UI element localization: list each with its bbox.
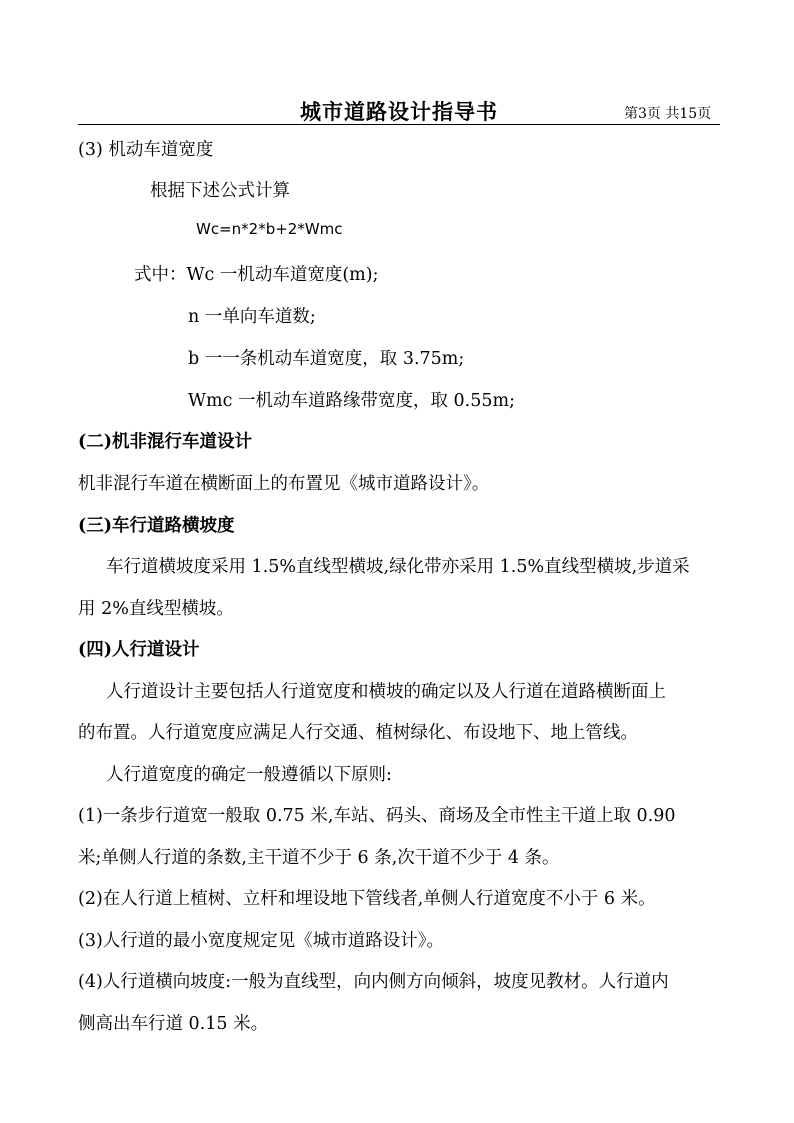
page-number: 第3页 共15页 xyxy=(624,106,712,122)
formula: Wc=n*2*b+2*Wmc xyxy=(196,220,343,238)
calc-intro: 根据下述公式计算 xyxy=(150,181,290,201)
section3-text-2: 用 2%直线型横坡。 xyxy=(78,599,234,619)
page-header-title: 城市道路设计指导书 xyxy=(300,99,498,124)
principle-item-3: (3)人行道的最小宽度规定见《城市道路设计》。 xyxy=(78,931,445,951)
def-wmc: Wmc 一机动车道路缘带宽度，取 0.55m; xyxy=(188,391,515,411)
section3-heading: (三)车行道路横坡度 xyxy=(78,516,235,536)
section4-heading: (四)人行道设计 xyxy=(78,640,200,660)
principle-item-4-line2: 侧高出车行道 0.15 米。 xyxy=(78,1014,269,1034)
header-rule xyxy=(78,124,720,125)
principle-item-1-line2: 米;单侧人行道的条数,主干道不少于 6 条,次干道不少于 4 条。 xyxy=(78,848,560,868)
principle-item-4-line1: (4)人行道横向坡度:一般为直线型，向内侧方向倾斜，坡度见教材。人行道内 xyxy=(78,972,669,992)
sub3-heading: (3) 机动车道宽度 xyxy=(78,140,214,160)
section4-text-2: 的布置。人行道宽度应满足人行交通、植树绿化、布设地下、地上管线。 xyxy=(78,723,638,743)
section2-heading: (二)机非混行车道设计 xyxy=(78,432,253,452)
def-b: b 一一条机动车道宽度，取 3.75m; xyxy=(188,349,465,369)
section4-text-1: 人行道设计主要包括人行道宽度和横坡的确定以及人行道在道路横断面上 xyxy=(106,682,666,702)
where-wc: 式中：Wc 一机动车道宽度(m); xyxy=(134,265,379,285)
def-n: n 一单向车道数; xyxy=(188,307,316,327)
principles-intro: 人行道宽度的确定一般遵循以下原则: xyxy=(106,765,392,785)
section3-text-1: 车行道横坡度采用 1.5%直线型横坡,绿化带亦采用 1.5%直线型横坡,步道采 xyxy=(106,557,690,577)
principle-item-2: (2)在人行道上植树、立杆和埋设地下管线者,单侧人行道宽度不小于 6 米。 xyxy=(78,889,656,909)
section2-text: 机非混行车道在横断面上的布置见《城市道路设计》。 xyxy=(78,474,490,494)
principle-item-1-line1: (1)一条步行道宽一般取 0.75 米,车站、码头、商场及全市性主干道上取 0.90 xyxy=(78,806,676,826)
